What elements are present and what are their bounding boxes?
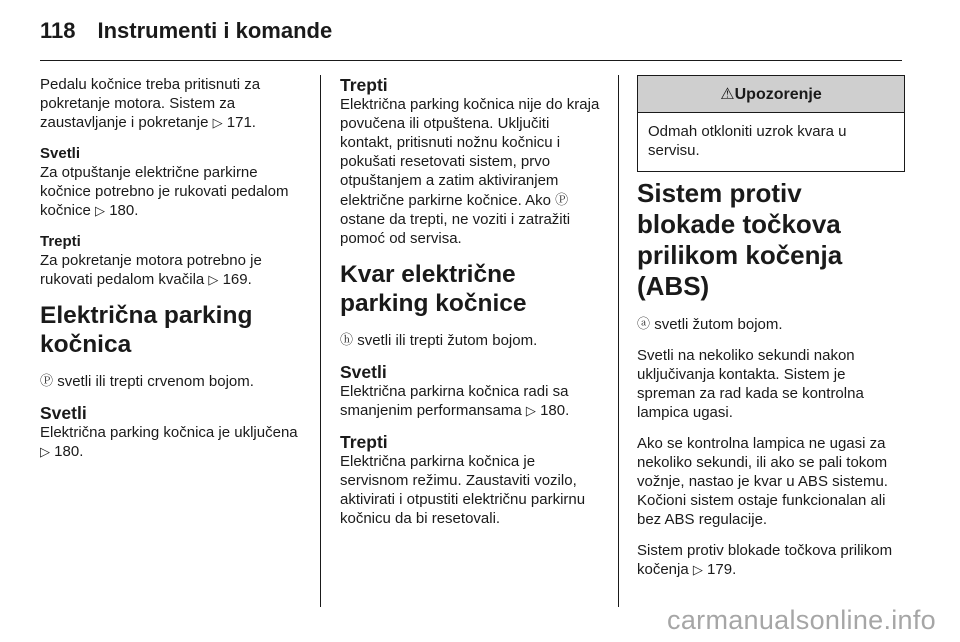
abs-icon: ⓐ (637, 316, 651, 331)
watermark: carmanualsonline.info (667, 605, 936, 635)
page-number: 118 (40, 18, 76, 43)
subheading-trepti: Trepti (40, 233, 81, 250)
header-divider (40, 60, 902, 61)
warning-label: Upozorenje (734, 86, 822, 103)
trepti-paragraph: Električna parking kočnica nije do kraja povučena ili otpuštena. Uključiti kontakt, pritisnuti nožnu kočnicu i pokušati resetovati sistem, prvo otpuštanjem a zatim aktiviranjem električne parkirne kočnice. Ako Ⓟ ostane da trepti, ne voziti i zatražiti pomoć od servisa. (340, 96, 600, 247)
fault-paragraph: ⓗ svetli ili trepti žutom bojom. (340, 332, 538, 349)
page-ref: 169. (222, 271, 252, 288)
section-title-fault: Kvar električne parking kočnice (340, 261, 527, 317)
abs-paragraph-4: Sistem protiv blokade točkova prilikom kočenja ▷ 179. (637, 542, 893, 578)
svetli-paragraph: Električna parkirna kočnica radi sa smanjenim performansama ▷ 180. (340, 383, 570, 419)
abs-paragraph-2: Svetli na nekoliko sekundi nakon uključivanja kontakta. Sistem je spreman za rad kada se kontrolna lampica ugasi. (637, 347, 864, 421)
page-header (40, 18, 332, 44)
epb-paragraph: Ⓟ svetli ili trepti crvenom bojom. (40, 373, 254, 390)
warning-header (638, 76, 904, 113)
column-divider-1 (320, 75, 321, 607)
subheading-svetli-2: Svetli (40, 403, 87, 423)
trepti-2-paragraph: Električna parkirna kočnica je servisnom režimu. Zaustaviti vozilo, aktivirati i otpustiti električnu parkirnu kočnicu da bi resetovali. (340, 453, 586, 527)
page-ref: 180. (540, 402, 570, 419)
subheading-trepti: Trepti (340, 75, 388, 95)
warning-text: Odmah otkloniti uzrok kvara u servisu. (648, 123, 847, 159)
trepti-paragraph: Za pokretanje motora potrebno je rukovati pedalom kvačila ▷ 169. (40, 252, 262, 288)
page-ref-arrow-icon: ▷ (208, 272, 219, 287)
warning-box (637, 75, 905, 172)
page-ref-arrow-icon: ▷ (40, 444, 50, 459)
page-ref: 171. (226, 114, 256, 131)
section-title-abs: Sistem protiv blokade točkova prilikom kočenja (ABS) (637, 178, 843, 301)
column-1 (40, 75, 304, 473)
warning-icon: ⚠ (720, 86, 735, 103)
page-ref-arrow-icon: ▷ (212, 115, 223, 130)
page-ref-arrow-icon: ▷ (95, 203, 106, 218)
svetli-paragraph: Za otpuštanje električne parkirne kočnice potrebno je rukovati pedalom kočnice ▷ 180. (40, 164, 289, 219)
svetli-2-paragraph: Električna parking kočnica je uključena ▷ 180. (40, 424, 298, 460)
parking-brake-icon: Ⓟ (555, 192, 569, 207)
section-title-epb: Električna parking kočnica (40, 302, 253, 358)
column-divider-2 (618, 75, 619, 607)
subheading-svetli: Svetli (40, 145, 81, 162)
page-ref: 179. (707, 561, 737, 578)
column-3 (637, 75, 905, 591)
column-2 (340, 75, 604, 540)
parking-brake-icon: Ⓟ (40, 373, 54, 388)
page-ref: 180. (109, 202, 139, 219)
abs-paragraph-3: Ako se kontrolna lampica ne ugasi za nekoliko sekundi, ili ako se pali tokom vožnje, nastao je kvar u ABS sistemu. Kočioni sistem ostaje funkcionalan ali bez ABS regulacije. (637, 435, 888, 528)
parking-brake-fault-icon: ⓗ (340, 332, 354, 347)
intro-paragraph: Pedalu kočnice treba pritisnuti za pokretanje motora. Sistem za zaustavljanje i pokretanje ▷ 171. (40, 76, 261, 131)
page-title: Instrumenti i komande (97, 18, 333, 43)
page-ref-arrow-icon: ▷ (525, 403, 536, 418)
page-ref-arrow-icon: ▷ (692, 562, 703, 577)
abs-paragraph-1: ⓐ svetli žutom bojom. (637, 316, 783, 333)
subheading-svetli: Svetli (340, 362, 387, 382)
subheading-trepti-2: Trepti (340, 432, 388, 452)
page-ref: 180. (54, 443, 84, 460)
